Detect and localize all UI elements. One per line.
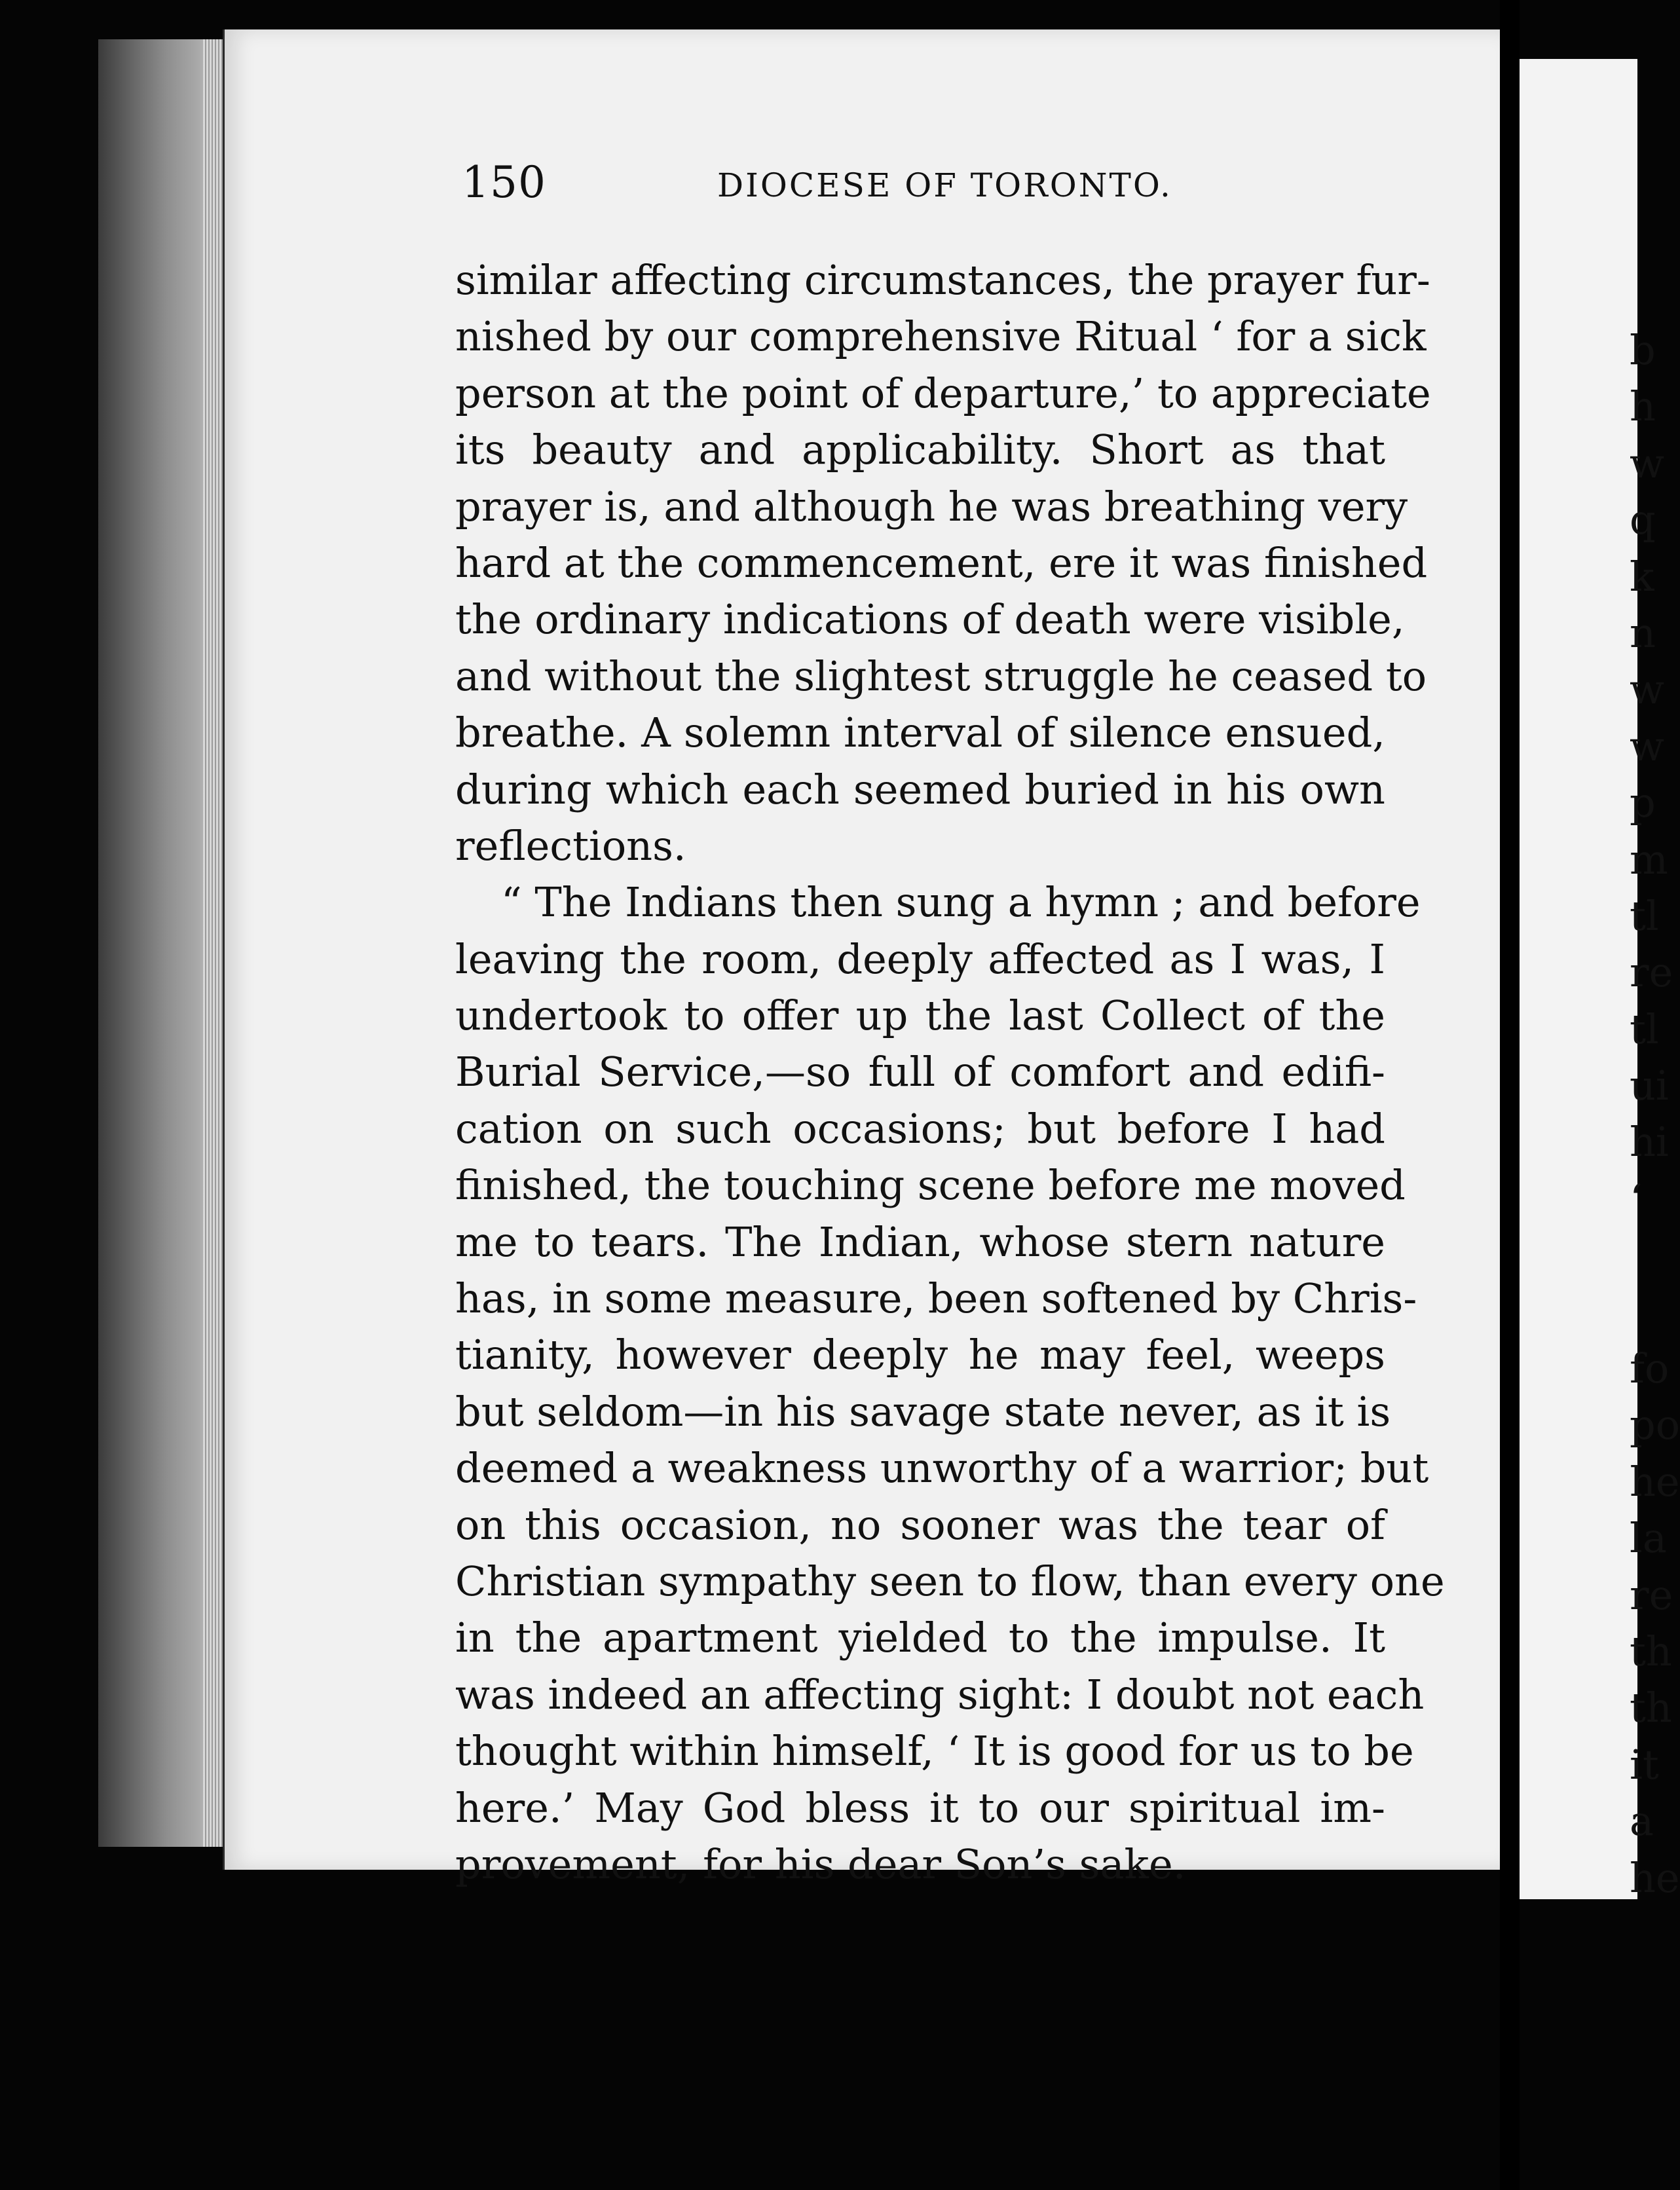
page-edges — [98, 39, 223, 1847]
fragment: la — [1630, 1514, 1667, 1563]
fragment: w — [1630, 665, 1665, 714]
fragment: b — [1630, 326, 1656, 374]
text-line: here.’ May God bless it to our spiritual im- — [455, 1783, 1385, 1832]
text-line: deemed a weakness unworthy of a warrior; but — [455, 1444, 1429, 1493]
book-gutter — [1500, 0, 1520, 2190]
fragment: ‘ — [1630, 1174, 1643, 1223]
text-line: similar affecting circumstances, the prayer fur- — [455, 256, 1430, 304]
fragment: h — [1630, 382, 1656, 431]
fragment: th — [1630, 1627, 1672, 1675]
fragment: p — [1630, 779, 1656, 827]
running-head: DIOCESE OF TORONTO. — [717, 166, 1172, 204]
fragment: q — [1630, 496, 1656, 544]
text-line: its beauty and applicability. Short as that — [455, 426, 1385, 474]
fragment: th — [1630, 1684, 1672, 1732]
fragment: n — [1630, 608, 1656, 657]
text-line: the ordinary indications of death were visible, — [455, 595, 1405, 644]
fragment: po — [1630, 1401, 1680, 1449]
fragment: fo — [1630, 1345, 1670, 1393]
fragment: ui — [1630, 1062, 1669, 1110]
text-line: Christian sympathy seen to flow, than every one — [455, 1557, 1445, 1605]
text-line: hard at the commencement, ere it was finished — [455, 538, 1428, 587]
text-line: cation on such occasions; but before I had — [455, 1104, 1385, 1153]
fragment: hi — [1630, 1118, 1669, 1166]
fragment: it — [1630, 1740, 1659, 1789]
text-line: thought within himself, ‘ It is good for us to be — [455, 1727, 1414, 1775]
fragment: w — [1630, 722, 1665, 770]
text-line: and without the slightest struggle he ceased to — [455, 652, 1427, 700]
text-line: provement, for his dear Son’s sake. — [455, 1840, 1186, 1888]
fragment: tl — [1630, 1005, 1659, 1053]
text-line: reflections. — [455, 821, 686, 870]
text-line: “ The Indians then sung a hymn ; and before — [501, 878, 1421, 927]
text-line: person at the point of departure,’ to appreciate — [455, 369, 1431, 417]
text-line: finished, the touching scene before me moved — [455, 1161, 1406, 1210]
fragment: k — [1630, 552, 1654, 601]
fragment: m — [1630, 835, 1668, 883]
text-line: on this occasion, no sooner was the tear of — [455, 1500, 1385, 1549]
fragment: a — [1630, 1797, 1654, 1846]
page-number: 150 — [462, 157, 546, 208]
fragment: he — [1630, 1853, 1680, 1902]
fragment: tl — [1630, 891, 1659, 940]
text-line: prayer is, and although he was breathing very — [455, 482, 1408, 530]
text-line: but seldom—in his savage state never, as it is — [455, 1387, 1391, 1436]
fragment-spacer — [1630, 1227, 1637, 1341]
text-line: in the apartment yielded to the impulse. It — [455, 1614, 1385, 1662]
text-line: nished by our comprehensive Ritual ‘ for a sick — [455, 312, 1427, 361]
text-line: during which each seemed buried in his own — [455, 765, 1385, 813]
text-line: Burial Service,—so full of comfort and edifi- — [455, 1048, 1385, 1096]
text-line: tianity, however deeply he may feel, weeps — [455, 1331, 1385, 1379]
fragment: w — [1630, 439, 1665, 487]
text-line: was indeed an affecting sight: I doubt not each — [455, 1670, 1425, 1718]
text-line: leaving the room, deeply affected as I was, I — [455, 935, 1385, 983]
text-line: undertook to offer up the last Collect of the — [455, 992, 1385, 1040]
fragment: re — [1630, 948, 1673, 997]
text-line: has, in some measure, been softened by Chris- — [455, 1274, 1417, 1323]
body-text — [455, 252, 1445, 1893]
page-header — [462, 157, 1379, 210]
right-page-text-fragments — [1630, 322, 1680, 1906]
text-line: me to tears. The Indian, whose stern nature — [455, 1217, 1385, 1266]
fragment: he — [1630, 1457, 1680, 1506]
fragment: re — [1630, 1570, 1673, 1619]
text-line: breathe. A solemn interval of silence ensued, — [455, 709, 1385, 757]
